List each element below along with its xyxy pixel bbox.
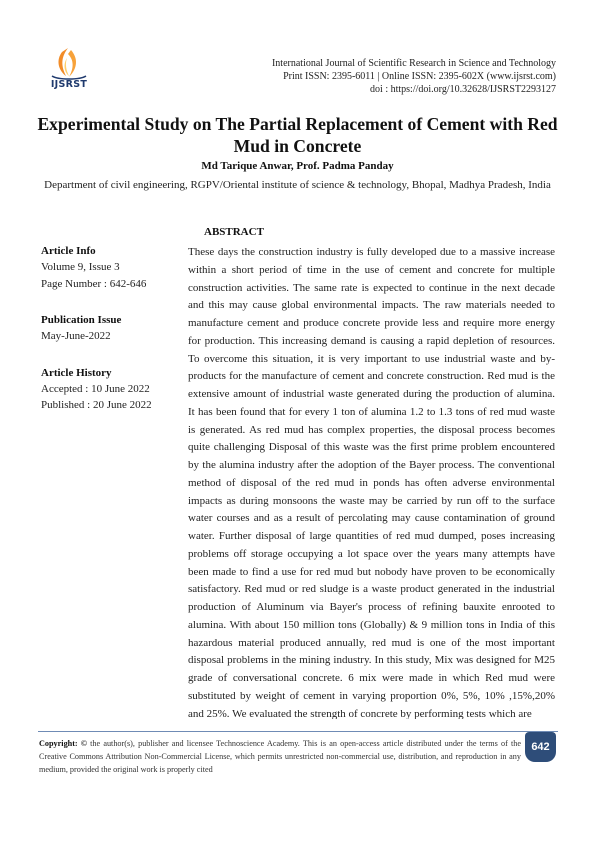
journal-logo <box>38 46 100 92</box>
paper-authors: Md Tarique Anwar, Prof. Padma Panday <box>201 160 394 172</box>
journal-doi[interactable]: doi : https://doi.org/10.32628/IJSRST2293127 <box>370 84 556 96</box>
footer-divider <box>38 731 558 732</box>
publication-issue: May-June-2022 <box>41 330 111 342</box>
page-number-badge: 642 <box>525 732 556 762</box>
abstract-body: These days the construction industry is fully developed due to a massive increase within a short period of time in the use of cement and concrete for multiple construction activities. The same rate is expected to continue in the next decade and this may cause global environmental impacts. The raw materials needed to manufacture cement and produce concrete provide less and require more energy for production. This increasing demand is causing a rapid depletion of resources. To overcome this situation, it is very important to use industrial waste and by-products for the manufacture of cement and concrete construction. Red mud is the extensive amount of industrial waste generated during the production of alumina. It has been found that for every 1 ton of alumina 1.2 to 1.3 tons of red mud waste is generated. As red mud has complex properties, the disposal process becomes quite challenging Disposal of this waste was the first prime problem encountered by the alumina industry after the adoption of the Bayer process. The conventional method of disposal of the red mud in ponds has often adverse environmental impacts as during monsoons the waste may be carried by run off to the surface water courses and as a result of percolating may cause contamination of ground water. Further disposal of large quantities of red mud dumped, poses increasing problems off storage occupying a lot space over the years many attempts have been made to find a use for red mud but nobody have proven to be economically satisfactory. Red mud or red sludge is a waste product generated in the industrial production of Aluminum via Bayer's process of refining bauxite enrooted to alumina. With about 150 million tons (Globally) & 9 million tons in India of this hazardous material produced annually, red mud is one of the most important disposal problems in the mining industry. In this study, Mix was designed for M25 grade of conversational concrete. 6 mix were made in which Red mud were substituted by weight of cement in varying proportion 0%, 5%, 10% ,15%,20% and 25%. We evaluated the strength of concrete by performing tests which are <box>188 246 555 719</box>
paper-affiliation: Department of civil engineering, RGPV/Oriental institute of science & technology, Bhopal, Madhya Pradesh, India <box>44 179 551 191</box>
article-volume: Volume 9, Issue 3 <box>41 261 120 273</box>
logo-wordmark: IJSRST <box>50 79 88 90</box>
journal-issn: Print ISSN: 2395-6011 | Online ISSN: 2395-602X (www.ijsrst.com) <box>283 71 556 83</box>
copyright-text: the author(s), publisher and licensee Technoscience Academy. This is an open-access article distributed under the terms of the Creative Commons Attribution Non-Commercial License, which permits unrestricted non-commercial use, distribution, and reproduction in any medium, provided the original work is properly cited <box>39 739 522 774</box>
paper-title: Experimental Study on The Partial Replacement of Cement with Red Mud in Concrete <box>37 114 558 156</box>
journal-header <box>272 57 556 97</box>
article-sidebar <box>41 243 181 414</box>
article-history-heading: Article History <box>41 366 112 379</box>
copyright-footer <box>39 738 521 776</box>
article-pages: Page Number : 642-646 <box>41 277 147 290</box>
article-info-heading: Article Info <box>41 245 96 257</box>
abstract-heading: ABSTRACT <box>204 226 264 238</box>
accepted-date: Accepted : 10 June 2022 <box>41 382 150 395</box>
flame-logo-icon <box>38 46 100 80</box>
copyright-label: Copyright: © <box>39 739 87 748</box>
journal-name: International Journal of Scientific Research in Science and Technology <box>271 58 556 69</box>
published-date: Published : 20 June 2022 <box>41 399 152 411</box>
publication-issue-heading: Publication Issue <box>41 314 122 326</box>
